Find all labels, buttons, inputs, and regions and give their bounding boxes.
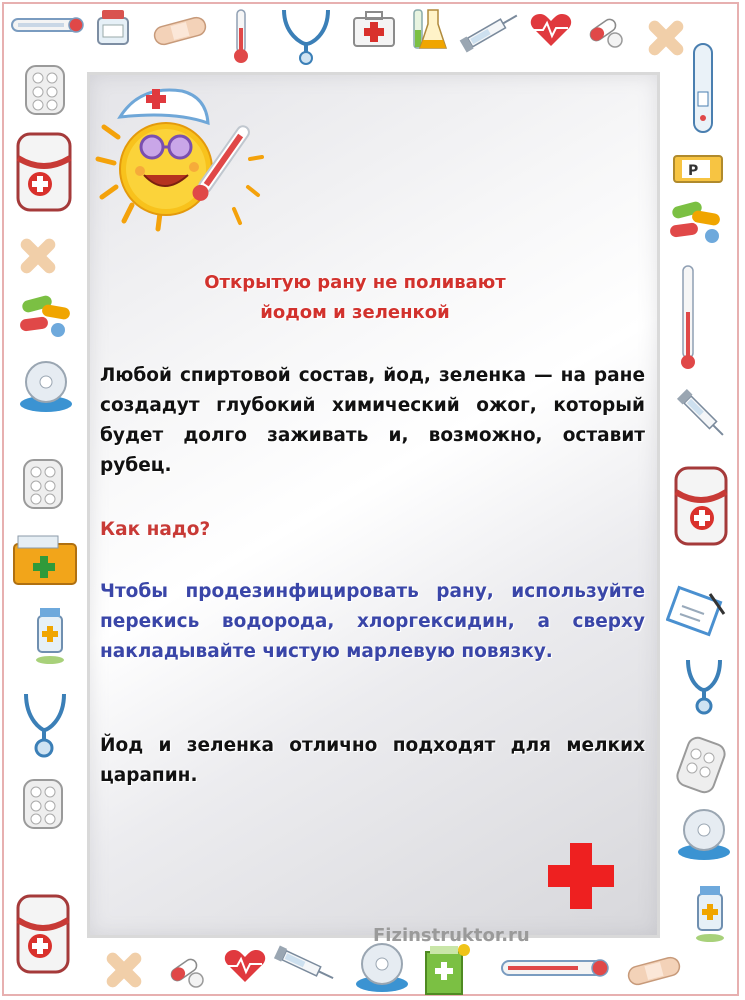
crossed-bandage-icon: [98, 944, 150, 996]
paragraph-disinfection: Чтобы продезинфицировать рану, используйте перекись водорода, хлоргексидин, а сверху накладывайте чистую марлевую повязку.: [100, 581, 645, 662]
pill-blister-icon: [18, 776, 68, 832]
pill-blister-icon: [18, 456, 68, 512]
first-aid-box-icon: [10, 530, 80, 588]
stethoscope-icon: [12, 690, 76, 764]
medical-case-icon: [10, 118, 78, 218]
stethoscope-icon: [674, 656, 734, 716]
svg-text:P: P: [688, 163, 699, 179]
paragraph-scratches: Йод и зеленка отлично подходят для мелких царапин.: [100, 735, 645, 786]
medicine-jar-icon: [30, 606, 70, 666]
title-line-1: Открытую рану не поливают: [204, 272, 506, 293]
disc-icon: [352, 938, 412, 998]
heart-pulse-icon: [222, 946, 268, 986]
sun-mascot-illustration: [90, 75, 270, 235]
thermometer-icon: [8, 10, 86, 40]
red-cross-icon: [546, 841, 616, 911]
disc-icon: [674, 804, 734, 868]
clipboard-icon: [666, 584, 732, 638]
title-line-2: йодом и зеленкой: [260, 302, 450, 323]
watermark: Fizinstruktor.ru: [373, 925, 530, 946]
pill-blister-icon: [20, 62, 70, 118]
medicine-jar-icon: [690, 884, 730, 946]
thermometer-vertical-icon: [676, 262, 700, 372]
bandage-icon: [150, 10, 210, 50]
digital-thermometer-icon: [688, 40, 718, 136]
pill-blister-icon: [676, 736, 726, 796]
medical-case-icon: [668, 456, 734, 550]
prescription-pill-bottle-icon: [670, 148, 726, 188]
syringe-icon: [455, 6, 525, 56]
disc-icon: [16, 356, 76, 420]
how-to-heading: Как надо?: [100, 519, 211, 540]
pills-pile-icon: [14, 290, 76, 342]
medicine-box-icon: [420, 942, 472, 998]
syringe-icon: [270, 940, 340, 990]
crossed-bandage-icon: [640, 12, 692, 64]
flask-icon: [408, 4, 448, 54]
bandage-icon: [624, 950, 684, 990]
medicine-bottle-icon: [90, 8, 140, 48]
first-aid-kit-icon: [350, 8, 398, 50]
medical-case-icon: [10, 882, 76, 980]
thermometer-icon: [496, 950, 616, 986]
crossed-bandage-icon: [12, 230, 64, 282]
pills-icon: [585, 10, 625, 50]
thermometer-vertical-icon: [228, 6, 254, 66]
heart-pulse-icon: [528, 10, 574, 50]
syringe-icon: [670, 380, 732, 446]
pills-icon: [166, 950, 206, 990]
paragraph-chemical-burn: Любой спиртовой состав, йод, зеленка — на ране создадут глубокий химический ожог, который будет долго заживать и, возможно, оставит рубец.: [100, 365, 645, 476]
stethoscope-icon: [272, 4, 338, 66]
pills-pile-icon: [664, 196, 730, 248]
